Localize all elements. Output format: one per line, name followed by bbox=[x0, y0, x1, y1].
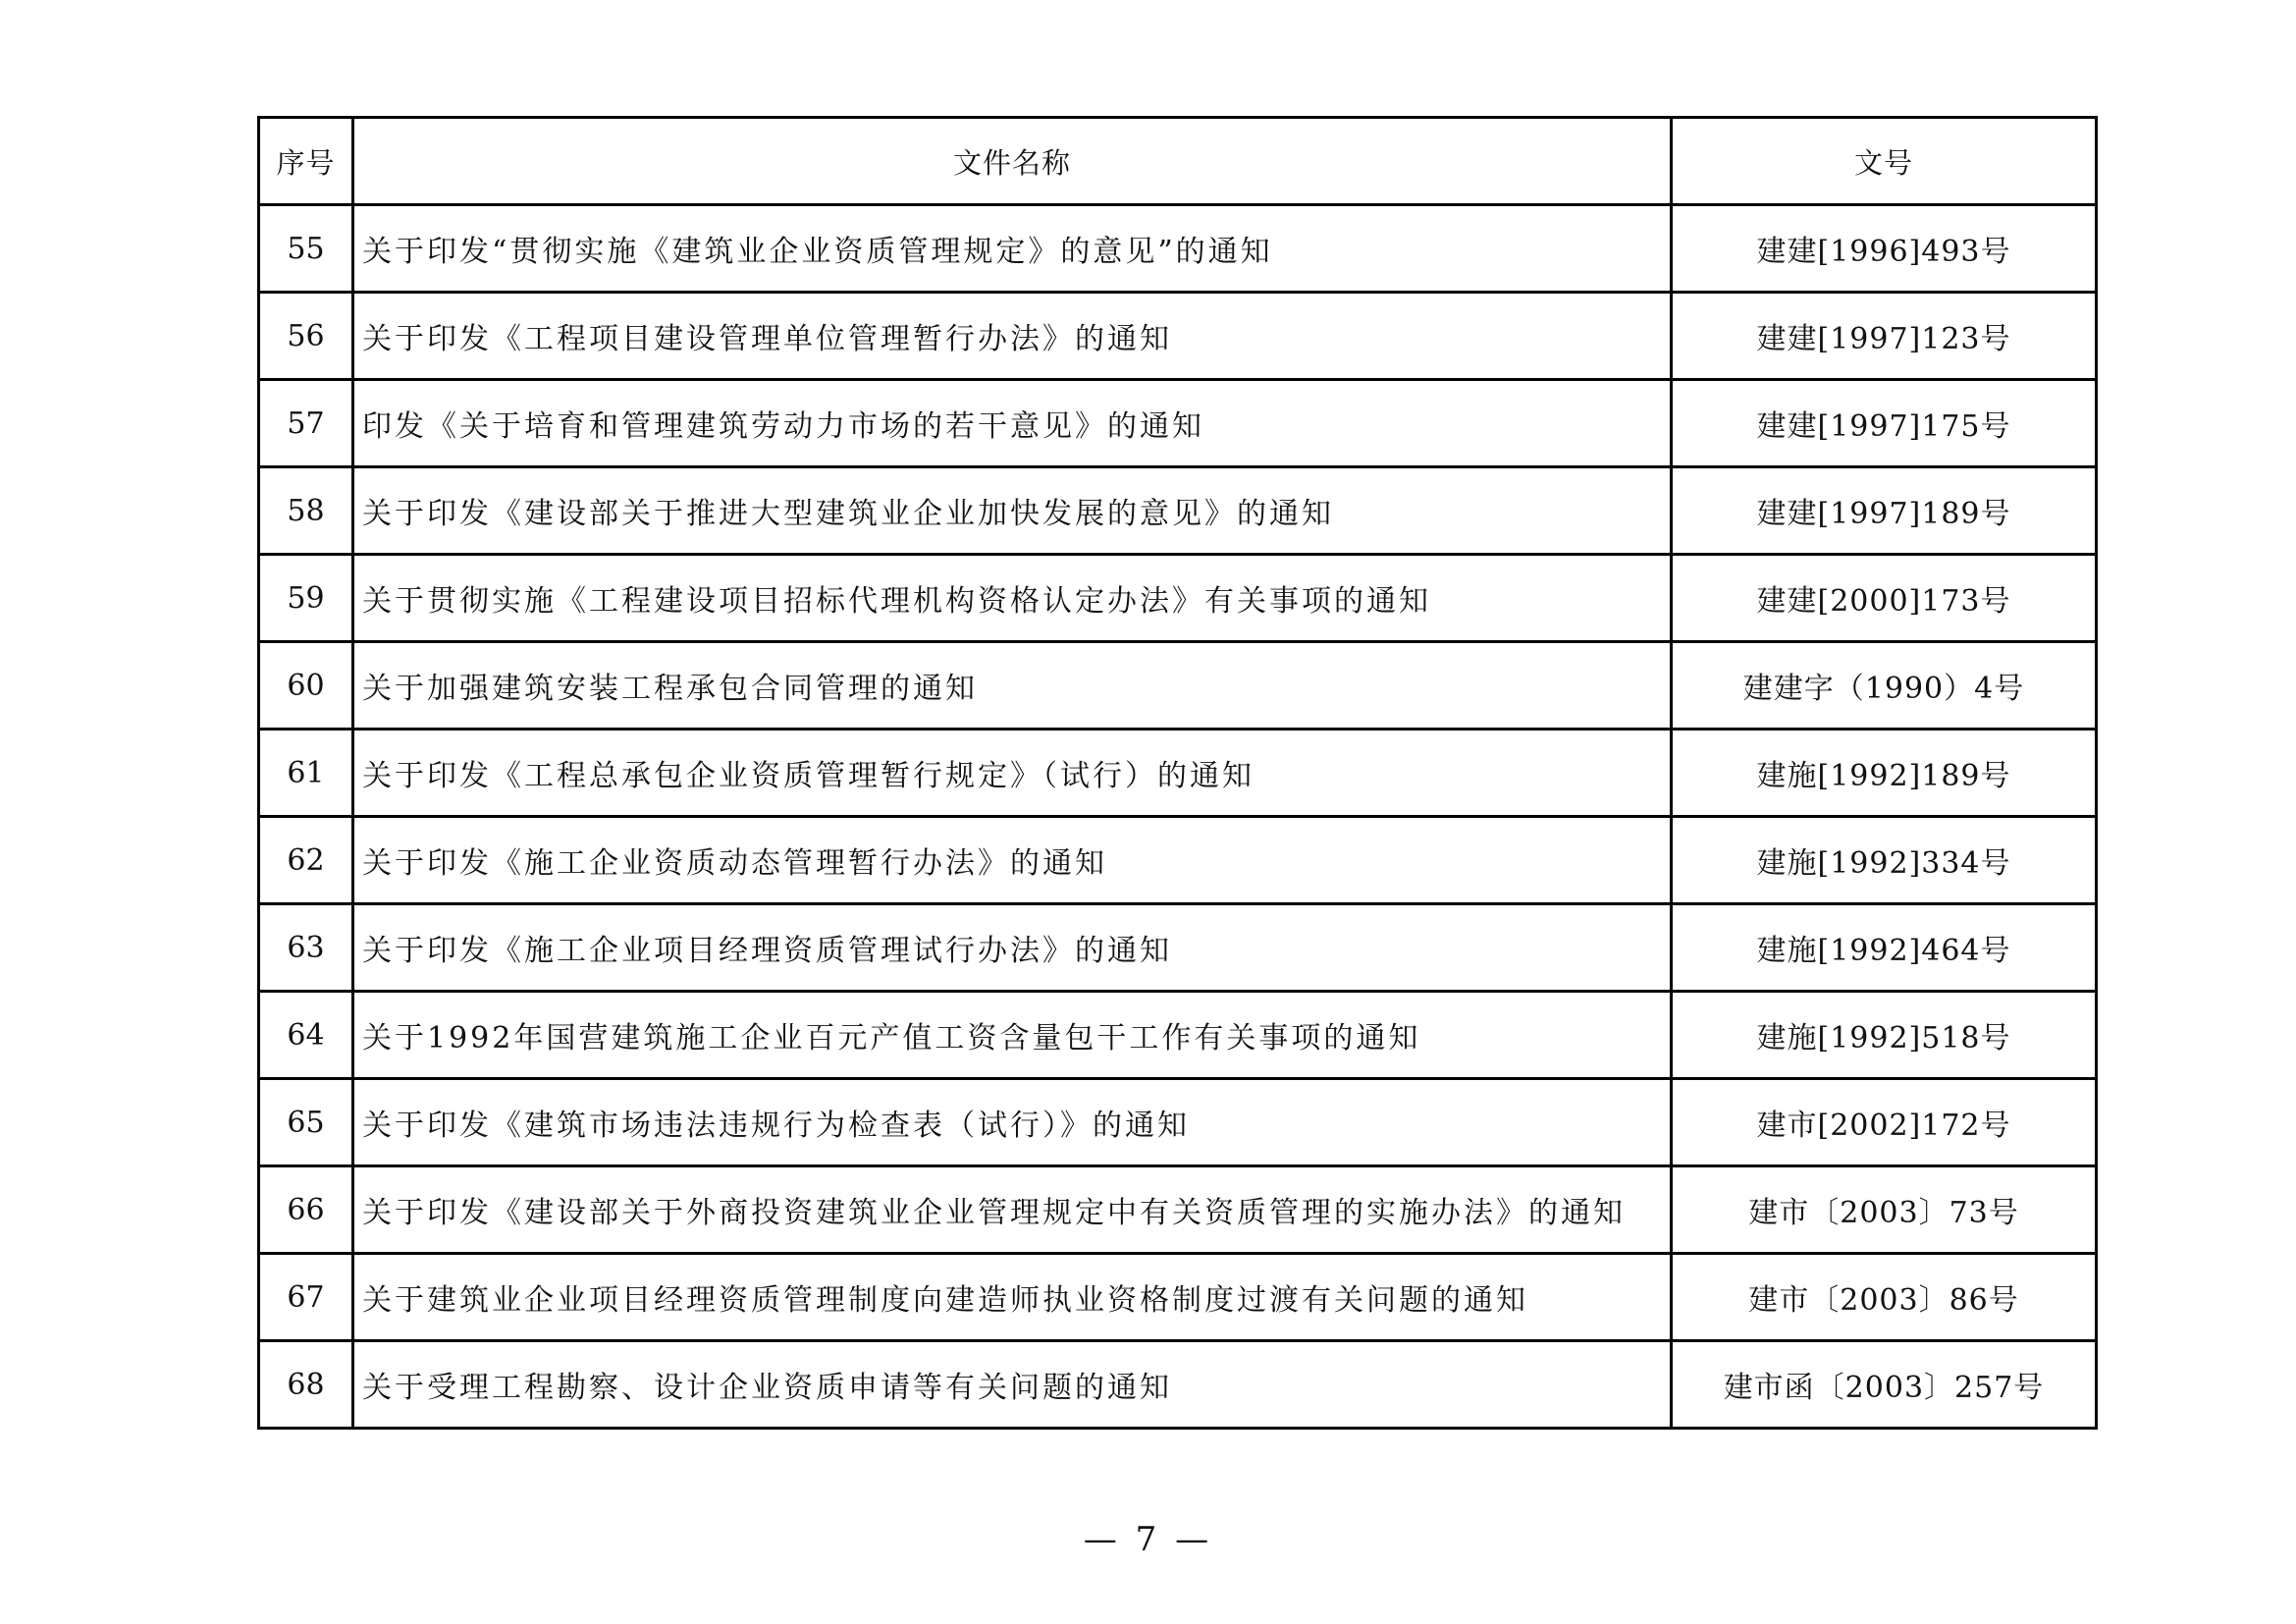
header-title: 文件名称 bbox=[353, 118, 1672, 205]
table-header bbox=[259, 118, 2097, 205]
row-title: 关于贯彻实施《工程建设项目招标代理机构资格认定办法》有关事项的通知 bbox=[353, 555, 1672, 642]
document-list-table bbox=[257, 116, 2098, 1430]
row-title: 关于印发“贯彻实施《建筑业企业资质管理规定》的意见”的通知 bbox=[353, 205, 1672, 293]
row-title: 关于印发《建筑市场违法违规行为检查表（试行）》的通知 bbox=[353, 1079, 1672, 1166]
row-number: 建市函〔2003〕257号 bbox=[1672, 1341, 2097, 1429]
table-body bbox=[259, 205, 2097, 1429]
table-row bbox=[259, 205, 2097, 293]
row-number: 建施[1992]189号 bbox=[1672, 730, 2097, 817]
row-number: 建市[2002]172号 bbox=[1672, 1079, 2097, 1166]
row-title: 关于印发《施工企业资质动态管理暂行办法》的通知 bbox=[353, 817, 1672, 904]
row-seq: 56 bbox=[259, 293, 353, 380]
row-title: 关于加强建筑安装工程承包合同管理的通知 bbox=[353, 642, 1672, 730]
row-number: 建建[1996]493号 bbox=[1672, 205, 2097, 293]
row-title: 关于印发《工程总承包企业资质管理暂行规定》（试行）的通知 bbox=[353, 730, 1672, 817]
row-title: 关于建筑业企业项目经理资质管理制度向建造师执业资格制度过渡有关问题的通知 bbox=[353, 1254, 1672, 1341]
header-row bbox=[259, 118, 2097, 205]
row-seq: 68 bbox=[259, 1341, 353, 1429]
table-row bbox=[259, 904, 2097, 992]
header-number: 文号 bbox=[1672, 118, 2097, 205]
row-title: 关于印发《工程项目建设管理单位管理暂行办法》的通知 bbox=[353, 293, 1672, 380]
row-number: 建施[1992]464号 bbox=[1672, 904, 2097, 992]
row-seq: 64 bbox=[259, 992, 353, 1079]
page-number: — 7 — bbox=[1083, 1520, 1213, 1559]
row-seq: 55 bbox=[259, 205, 353, 293]
row-title: 关于1992年国营建筑施工企业百元产值工资含量包干工作有关事项的通知 bbox=[353, 992, 1672, 1079]
table-row bbox=[259, 555, 2097, 642]
row-seq: 62 bbox=[259, 817, 353, 904]
row-seq: 65 bbox=[259, 1079, 353, 1166]
row-number: 建建[1997]189号 bbox=[1672, 467, 2097, 555]
row-seq: 57 bbox=[259, 380, 353, 467]
header-seq: 序号 bbox=[259, 118, 353, 205]
table-row bbox=[259, 992, 2097, 1079]
table-row bbox=[259, 730, 2097, 817]
row-number: 建建[1997]175号 bbox=[1672, 380, 2097, 467]
table-row bbox=[259, 293, 2097, 380]
row-seq: 60 bbox=[259, 642, 353, 730]
row-seq: 66 bbox=[259, 1166, 353, 1254]
table-row bbox=[259, 1079, 2097, 1166]
row-number: 建施[1992]518号 bbox=[1672, 992, 2097, 1079]
row-seq: 63 bbox=[259, 904, 353, 992]
row-seq: 59 bbox=[259, 555, 353, 642]
table-row bbox=[259, 642, 2097, 730]
table-row bbox=[259, 817, 2097, 904]
row-seq: 58 bbox=[259, 467, 353, 555]
row-number: 建建[1997]123号 bbox=[1672, 293, 2097, 380]
table-row bbox=[259, 467, 2097, 555]
row-number: 建建[2000]173号 bbox=[1672, 555, 2097, 642]
table-row bbox=[259, 1341, 2097, 1429]
row-title: 印发《关于培育和管理建筑劳动力市场的若干意见》的通知 bbox=[353, 380, 1672, 467]
row-number: 建施[1992]334号 bbox=[1672, 817, 2097, 904]
row-title: 关于受理工程勘察、设计企业资质申请等有关问题的通知 bbox=[353, 1341, 1672, 1429]
table-row bbox=[259, 1166, 2097, 1254]
row-number: 建建字（1990）4号 bbox=[1672, 642, 2097, 730]
row-seq: 67 bbox=[259, 1254, 353, 1341]
row-title: 关于印发《建设部关于推进大型建筑业企业加快发展的意见》的通知 bbox=[353, 467, 1672, 555]
row-number: 建市〔2003〕86号 bbox=[1672, 1254, 2097, 1341]
row-title: 关于印发《建设部关于外商投资建筑业企业管理规定中有关资质管理的实施办法》的通知 bbox=[353, 1166, 1672, 1254]
table-row bbox=[259, 380, 2097, 467]
row-seq: 61 bbox=[259, 730, 353, 817]
row-number: 建市〔2003〕73号 bbox=[1672, 1166, 2097, 1254]
table-row bbox=[259, 1254, 2097, 1341]
row-title: 关于印发《施工企业项目经理资质管理试行办法》的通知 bbox=[353, 904, 1672, 992]
